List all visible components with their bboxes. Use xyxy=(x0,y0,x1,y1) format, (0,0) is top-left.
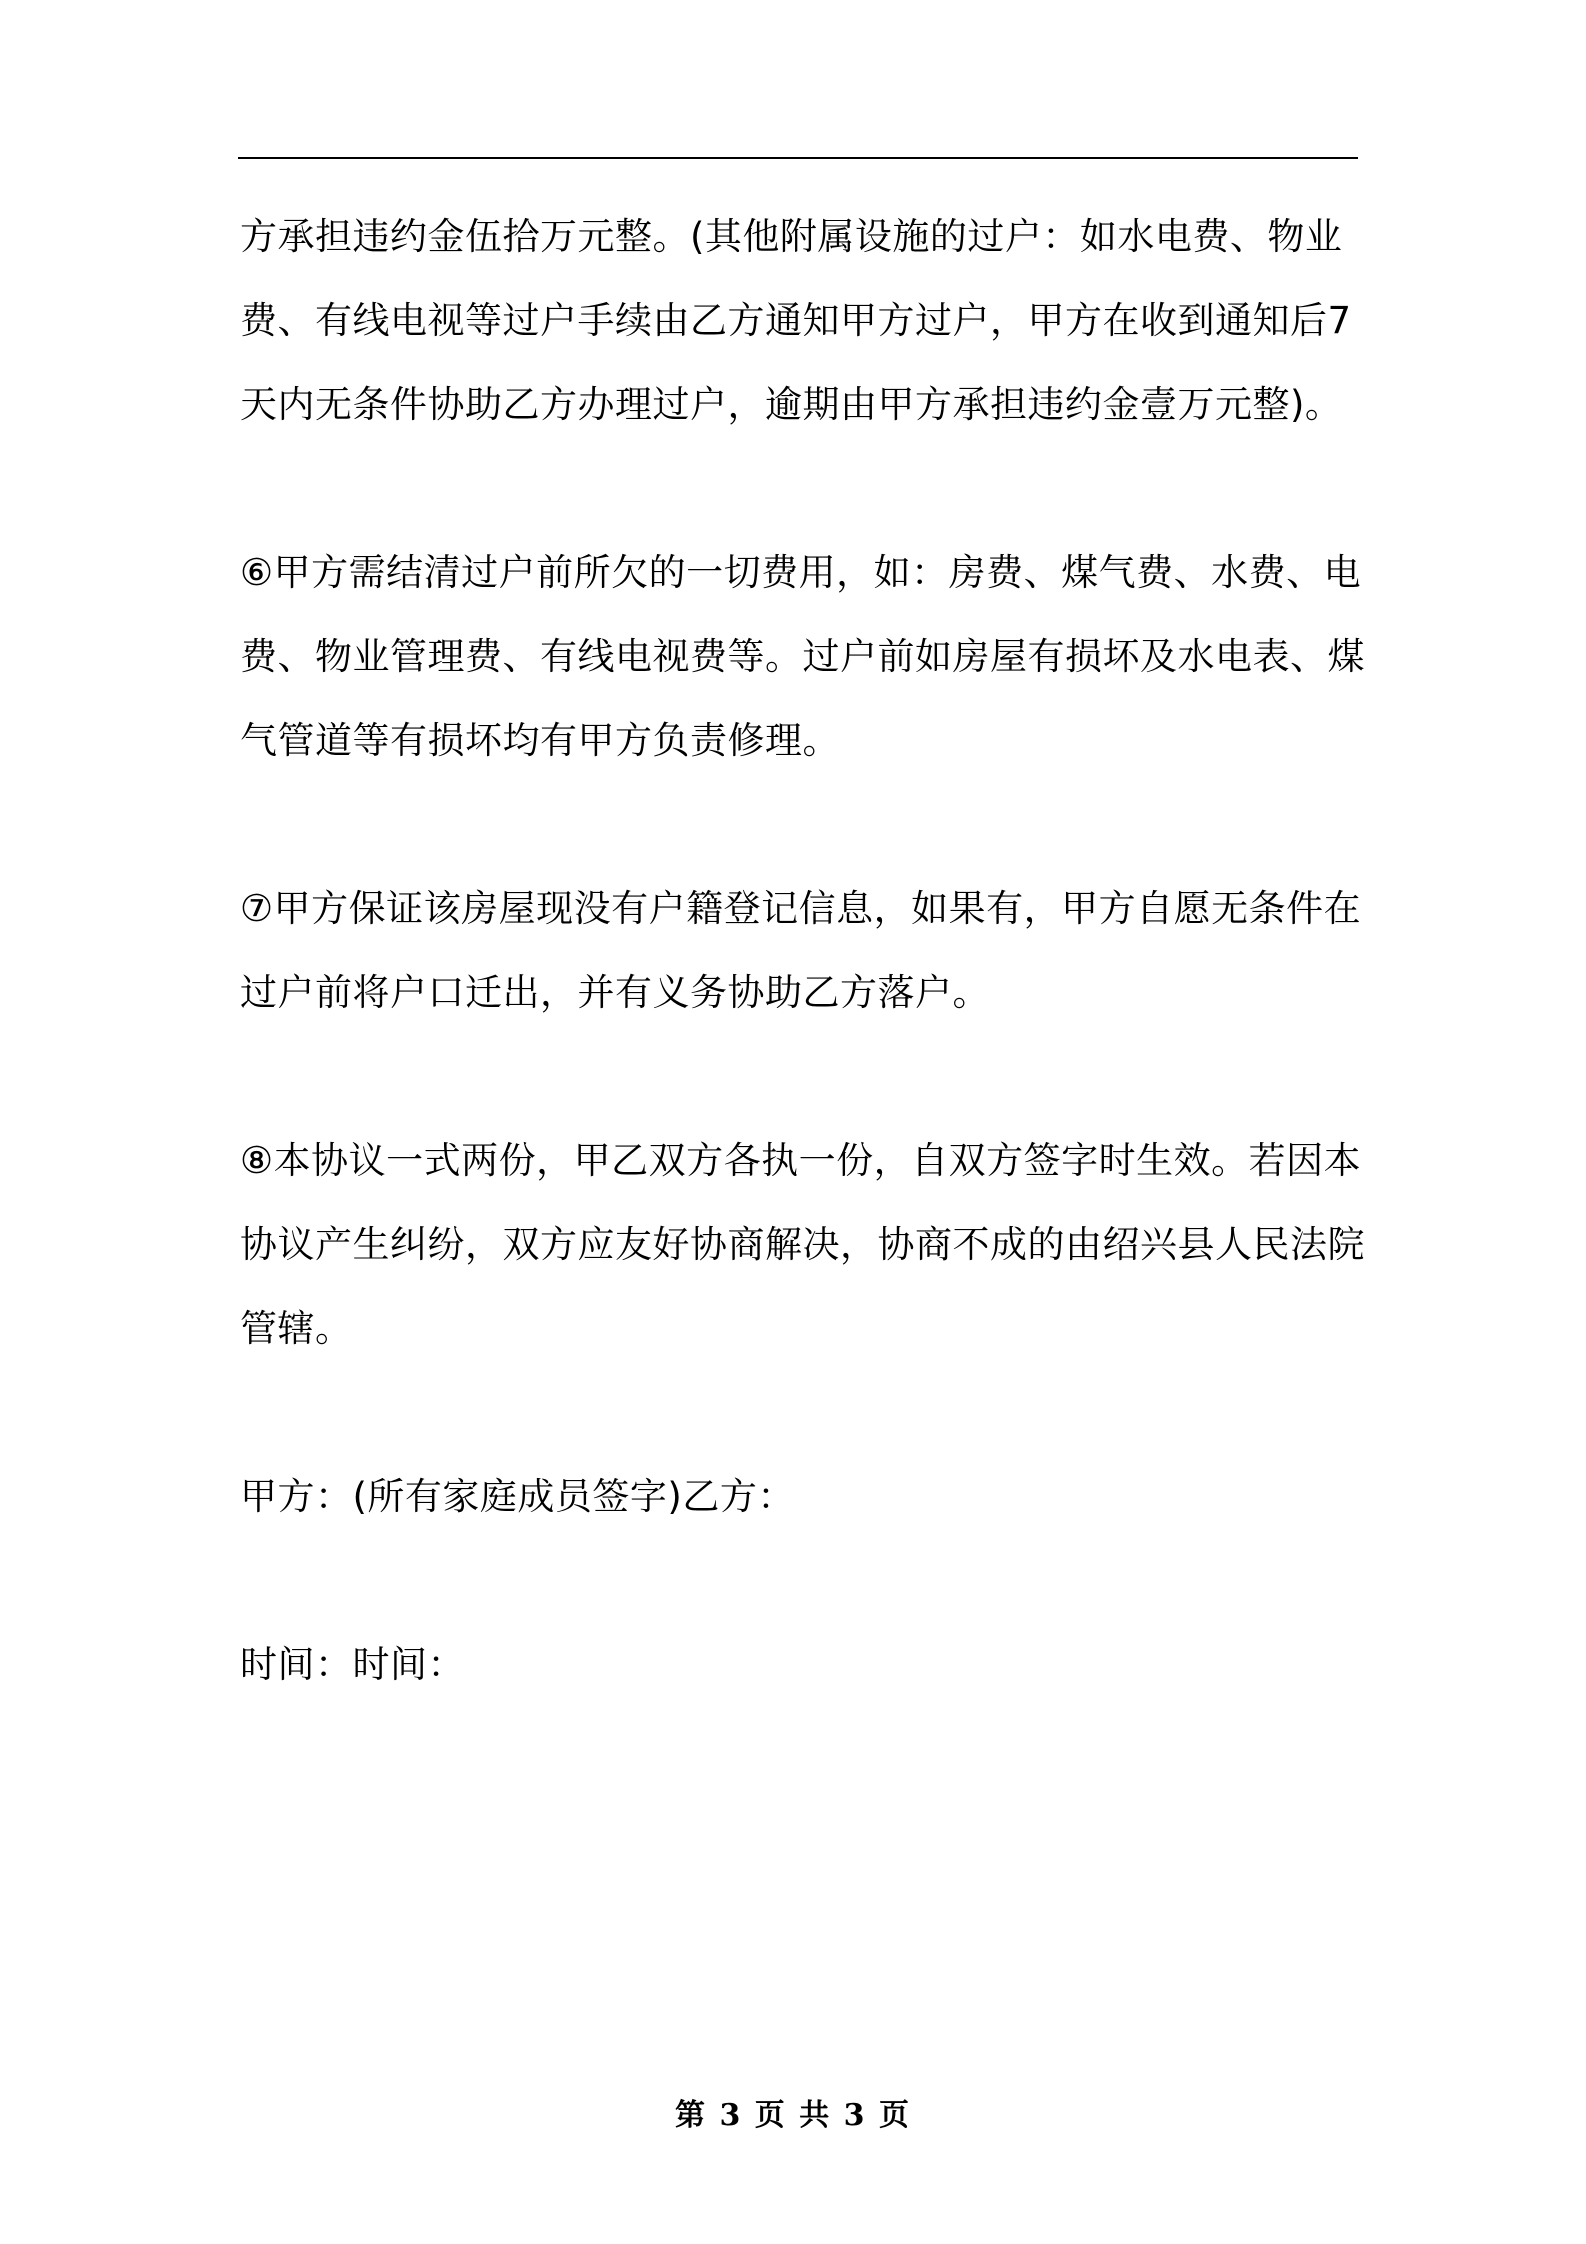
header-rule xyxy=(238,157,1358,159)
paragraph-penalty-continued: 方承担违约金伍拾万元整。(其他附属设施的过户：如水电费、物业费、有线电视等过户手续由乙方通知甲方过户，甲方在收到通知后7天内无条件协助乙方办理过户，逾期由甲方承担违约金壹万元整)。 xyxy=(240,215,1352,426)
signature-line: 甲方：(所有家庭成员签字)乙方： xyxy=(240,1475,795,1518)
paragraph-clause-7: ⑦甲方保证该房屋现没有户籍登记信息，如果有，甲方自愿无条件在过户前将户口迁出，并有义务协助乙方落户。 xyxy=(240,887,1362,1014)
paragraph-clause-6: ⑥甲方需结清过户前所欠的一切费用，如：房费、煤气费、水费、电费、物业管理费、有线电视费等。过户前如房屋有损坏及水电表、煤气管道等有损坏均有甲方负责修理。 xyxy=(240,551,1365,762)
paragraph-clause-8: ⑧本协议一式两份，甲乙双方各执一份，自双方签字时生效。若因本协议产生纠纷，双方应友好协商解决，协商不成的由绍兴县人民法院管辖。 xyxy=(240,1139,1365,1350)
date-line: 时间：时间： xyxy=(240,1643,465,1686)
page-number: 第 3 页 共 3 页 xyxy=(675,2098,911,2133)
document-body xyxy=(240,195,1365,1707)
